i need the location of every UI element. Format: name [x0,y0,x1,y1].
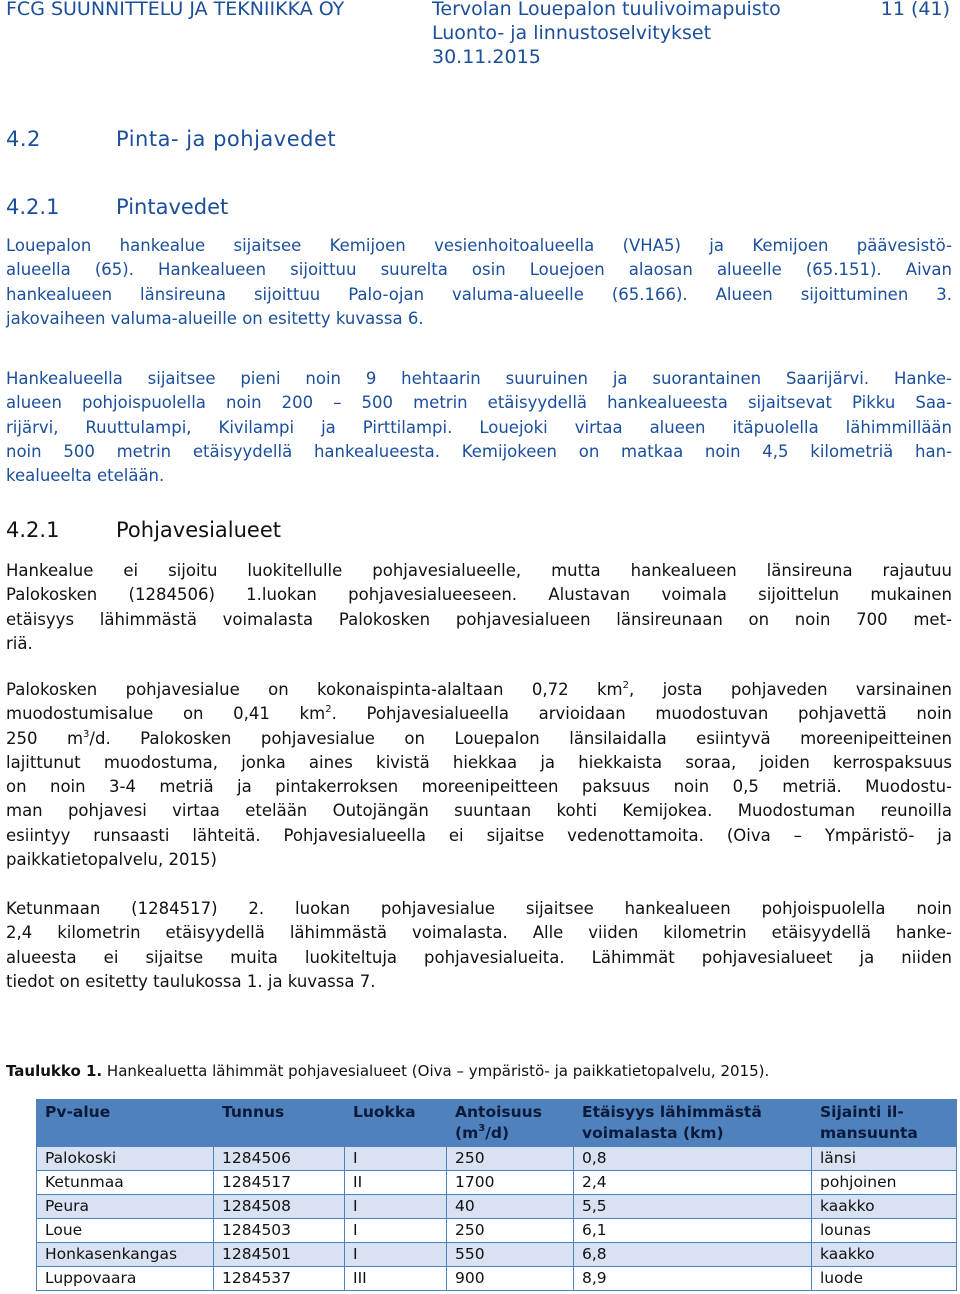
header-luokka: Luokka [345,1100,447,1147]
text-fragment: Kemijokeen on matkaa noin 4,5 kilometriä han- [461,441,952,461]
text-fragment: noin 500 metrin etäisyydellä hankealueesta. [6,441,440,461]
cell-etaisyys: 0,8 [574,1147,812,1171]
cell-pv-alue: Loue [37,1219,214,1243]
text-fragment: . Pohjavesialueella arvioidaan muodostuvan pohjavettä noin [331,704,952,724]
header-text: (m [455,1124,479,1142]
cell-sijainti: luode [812,1267,957,1291]
superscript: 2 [325,704,332,716]
text-line: lajittunut muodostuma, jonka aines kivistä hiekkaa ja hiekkaista soraa, joiden kerrospaksuus [6,752,952,772]
cell-pv-alue: Luppovaara [37,1267,214,1291]
text-line: hankealueen länsireuna sijoittuu Palo-ojan valuma-alueelle (65.166). Alueen sijoittuminen 3. [6,284,952,304]
cell-luokka: III [345,1267,447,1291]
text-line [6,367,952,391]
subsection-heading-groundwater [6,518,281,542]
cell-sijainti: kaakko [812,1195,957,1219]
table-row [37,1195,957,1219]
header-text: Sijainti il- [820,1103,904,1121]
text-line [6,416,952,440]
superscript: 3 [478,1123,486,1134]
text-fragment: , josta pohjaveden varsinainen [628,680,952,699]
cell-sijainti: pohjoinen [812,1171,957,1195]
text-fragment: Palokosken (1284506) 1.luokan pohjavesialueeseen. [6,585,518,605]
subsection-number: 4.2.1 [6,195,60,219]
text-fragment: Louejoki virtaa alueen itäpuolella lähimmillään [479,417,952,437]
header-antoisuus [447,1100,574,1147]
text-line [6,702,952,726]
paragraph-palokoski [6,678,952,872]
subsection-title: Pintavedet [116,195,229,219]
subsection-number: 4.2.1 [6,518,60,542]
table-row [37,1147,957,1171]
text-line [6,440,952,464]
cell-etaisyys: 8,9 [574,1267,812,1291]
text-line: tiedot on esitetty taulukossa 1. ja kuvassa 7. [6,971,376,991]
cell-sijainti: lounas [812,1219,957,1243]
text-line: on noin 3-4 metriä ja pintakerroksen moreenipeitteen paksuus noin 0,5 metriä. Muodostu- [6,777,952,797]
text-line [6,583,952,607]
text-line: man pohjavesi virtaa etelään Outojängän suuntaan kohti Kemijokea. Muodostuman reunoilla [6,801,952,821]
text-line: Ketunmaan (1284517) 2. luokan pohjavesialue sijaitsee hankealueen pohjoispuolella noin [6,899,952,918]
cell-pv-alue: Palokoski [37,1147,214,1171]
cell-antoisuus: 1700 [447,1171,574,1195]
table-caption [6,1062,769,1080]
cell-antoisuus: 250 [447,1147,574,1171]
table-row [37,1171,957,1195]
header-company: FCG SUUNNITTELU JA TEKNIIKKA OY [6,0,345,20]
text-fragment: 250 m [6,728,84,748]
text-line [6,678,952,702]
header-text: voimalasta (km) [582,1124,724,1142]
text-fragment: Hanke- [893,369,952,388]
superscript: 3 [83,728,90,740]
header-tunnus: Tunnus [214,1100,345,1147]
cell-luokka: II [345,1171,447,1195]
cell-tunnus: 1284501 [214,1243,345,1267]
text-line: alueen pohjoispuolella noin 200 – 500 metrin etäisyydellä hankealueesta sijaitsevat Pikku Saa- [6,393,952,413]
header-subtitle: Luonto- ja linnustoselvitykset [432,22,712,44]
header-page-number: 11 (41) [880,0,950,20]
text-line: Louepalon hankealue sijaitsee Kemijoen vesienhoitoalueella (VHA5) ja Kemijoen päävesistö- [6,236,952,255]
text-line: Hankealue ei sijoitu luokitellulle pohjavesialueelle, mutta hankealueen länsireuna rajautuu [6,561,952,580]
text-fragment: Alustavan voimala sijoittelun mukainen [548,585,952,605]
header-date: 30.11.2015 [432,46,541,68]
cell-sijainti: kaakko [812,1243,957,1267]
text-fragment: /d. Palokosken pohjavesialue on Louepalon länsilaidalla esiintyvä moreenipeitteinen [89,728,952,748]
groundwater-table [36,1099,957,1291]
page-header [0,0,960,72]
paragraph-saarijarvi [6,367,952,488]
cell-tunnus: 1284517 [214,1171,345,1195]
cell-tunnus: 1284537 [214,1267,345,1291]
text-fragment: Hankealueella sijaitsee pieni noin 9 hehtaarin suuruinen ja suorantainen Saarijärvi. [6,369,870,388]
cell-antoisuus: 550 [447,1243,574,1267]
cell-tunnus: 1284508 [214,1195,345,1219]
cell-antoisuus: 900 [447,1267,574,1291]
cell-luokka: I [345,1147,447,1171]
cell-luokka: I [345,1219,447,1243]
cell-antoisuus: 250 [447,1219,574,1243]
cell-tunnus: 1284506 [214,1147,345,1171]
cell-etaisyys: 5,5 [574,1195,812,1219]
text-line: etäisyys lähimmästä voimalasta Palokosken pohjavesialueen länsireunaan on noin 700 met- [6,609,952,629]
cell-etaisyys: 2,4 [574,1171,812,1195]
text-line [6,727,952,751]
header-sijainti [812,1100,957,1147]
cell-sijainti: länsi [812,1147,957,1171]
cell-pv-alue: Peura [37,1195,214,1219]
text-line: esiintyy runsaasti lähteitä. Pohjavesialueella ei sijaitse vedenottamoita. (Oiva – Ympäristö- ja [6,825,952,845]
subsection-heading-surface-waters [6,195,228,219]
cell-tunnus: 1284503 [214,1219,345,1243]
cell-etaisyys: 6,8 [574,1243,812,1267]
paragraph-ketunmaa [6,897,952,994]
text-fragment: Palokosken pohjavesialue on kokonaispinta-alaltaan 0,72 km [6,680,623,699]
text-line: paikkatietopalvelu, 2015) [6,850,217,870]
table-row [37,1267,957,1291]
header-pv-alue: Pv-alue [37,1100,214,1147]
text-fragment: rijärvi, Ruuttulampi, Kivilampi ja Pirttilampi. [6,417,453,437]
cell-antoisuus: 40 [447,1195,574,1219]
text-line: kealueelta etelään. [6,466,165,486]
table-row [37,1243,957,1267]
header-text: Etäisyys lähimmästä [582,1103,762,1121]
text-line: jakovaiheen valuma-alueille on esitetty kuvassa 6. [6,308,424,328]
header-text: /d) [485,1124,510,1142]
subsection-title: Pohjavesialueet [116,518,281,542]
cell-etaisyys: 6,1 [574,1219,812,1243]
text-fragment: muodostumisalue on 0,41 km [6,704,326,724]
text-line: 2,4 kilometrin etäisyydellä lähimmästä voimalasta. Alle viiden kilometrin etäisyydellä hanke- [6,923,952,943]
section-number: 4.2 [6,127,41,151]
paragraph-groundwater-intro [6,559,952,656]
cell-luokka: I [345,1243,447,1267]
section-title: Pinta- ja pohjavedet [116,127,337,151]
table-caption-label: Taulukko 1. [6,1062,103,1080]
header-text: Antoisuus [455,1103,542,1121]
section-heading [6,127,336,151]
paragraph-surface-waters [6,234,952,331]
header-project: Tervolan Louepalon tuulivoimapuisto [432,0,781,20]
superscript: 2 [622,680,629,691]
header-text: mansuunta [820,1124,918,1142]
text-line: alueella (65). Hankealueen sijoittuu suurelta osin Louejoen alaosan alueelle (65.151). Aivan [6,260,952,280]
header-etaisyys [574,1100,812,1147]
cell-pv-alue: Honkasenkangas [37,1243,214,1267]
text-line: alueesta ei sijaitse muita luokiteltuja pohjavesialueita. Lähimmät pohjavesialueet ja niiden [6,947,952,967]
cell-luokka: I [345,1195,447,1219]
cell-pv-alue: Ketunmaa [37,1171,214,1195]
table-row [37,1219,957,1243]
table-header-row [37,1100,957,1147]
table-caption-text: Hankealuetta lähimmät pohjavesialueet (Oiva – ympäristö- ja paikkatietopalvelu, 2015). [102,1062,770,1080]
text-line: riä. [6,633,33,653]
